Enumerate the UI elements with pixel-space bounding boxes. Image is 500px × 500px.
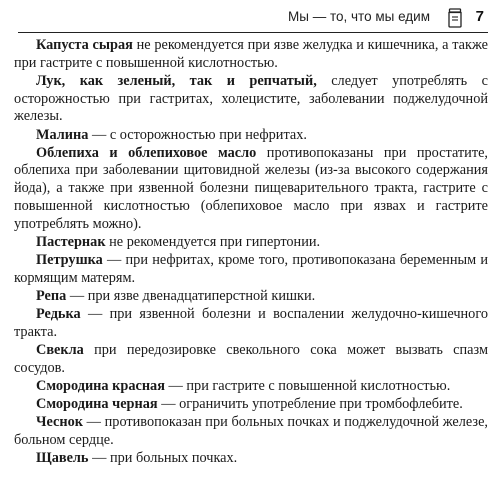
entry-term: Щавель (36, 450, 89, 467)
running-header-title: Мы — то, что мы едим (288, 9, 430, 24)
entry-term: Малина (36, 126, 89, 143)
entry-term: Редька (36, 306, 81, 323)
entry-text: не рекомендуется при язве желудка и кишечника, а также при гастрите с повышенной кислотностью. (14, 37, 488, 71)
entry-text: следует употреблять с осторожностью при гастритах, холецистите, заболевании поджелудочной железы. (14, 72, 488, 125)
entry-text: — при гастрите с повышенной кислотностью. (164, 377, 451, 394)
entry-sorrel (14, 450, 488, 468)
entry-term: Облепиха и облепиховое масло (36, 144, 257, 161)
entry-text: — при больных почках. (88, 450, 238, 467)
entry-garlic (14, 414, 488, 449)
entry-parsley (14, 252, 488, 287)
jar-icon (446, 8, 464, 28)
page-number: 7 (475, 8, 484, 25)
entry-text: — при нефритах, кроме того, противопоказана беременным и кормящим матерям. (14, 251, 488, 286)
page-body-text (14, 37, 488, 468)
header-divider (18, 32, 488, 33)
entry-red-currant (14, 378, 488, 396)
entry-term: Лук, как зеленый, так и репчатый, (36, 72, 317, 89)
entry-term: Капуста сырая (36, 37, 133, 53)
running-header (18, 8, 488, 30)
entry-term: Пастернак (36, 233, 106, 250)
entry-text: — с осторожностью при нефритах. (88, 126, 307, 143)
entry-onion (14, 73, 488, 126)
entry-raspberry (14, 127, 488, 145)
entry-beet (14, 342, 488, 377)
entry-text: — при язве двенадцатиперстной кишки. (66, 287, 316, 304)
entry-radish (14, 306, 488, 341)
entry-term: Чеснок (36, 414, 83, 431)
entry-turnip (14, 288, 488, 306)
entry-text: противопоказаны при простатите, облепиха при заболевании щитовидной железы (из-за высокого содержания йода), а также при язвенной болезни пищеварительного тракта, гастрите с повышенной кислотностью (облепиховое масло при язвах и гастрите употреблять можно). (14, 144, 488, 232)
entry-text: при передозировке свекольного сока может вызвать спазм сосудов. (14, 341, 488, 376)
entry-text: — ограничить употребление при тромбофлебите. (157, 396, 463, 413)
entry-term: Петрушка (36, 251, 103, 268)
entry-term: Репа (36, 287, 67, 304)
entry-term: Свекла (36, 341, 84, 358)
entry-text: — при язвенной болезни и воспалении желудочно-кишечного тракта. (14, 306, 488, 340)
entry-sea-buckthorn (14, 145, 488, 234)
entry-black-currant (14, 396, 488, 414)
entry-text: не рекомендуется при гипертонии. (105, 233, 321, 250)
entry-text: — противопоказан при больных почках и поджелудочной железе, больном сердце. (14, 414, 488, 448)
entry-term: Смородина красная (36, 377, 165, 394)
entry-term: Смородина черная (36, 396, 158, 413)
entry-parsnip (14, 234, 488, 252)
entry-cabbage (14, 37, 488, 72)
